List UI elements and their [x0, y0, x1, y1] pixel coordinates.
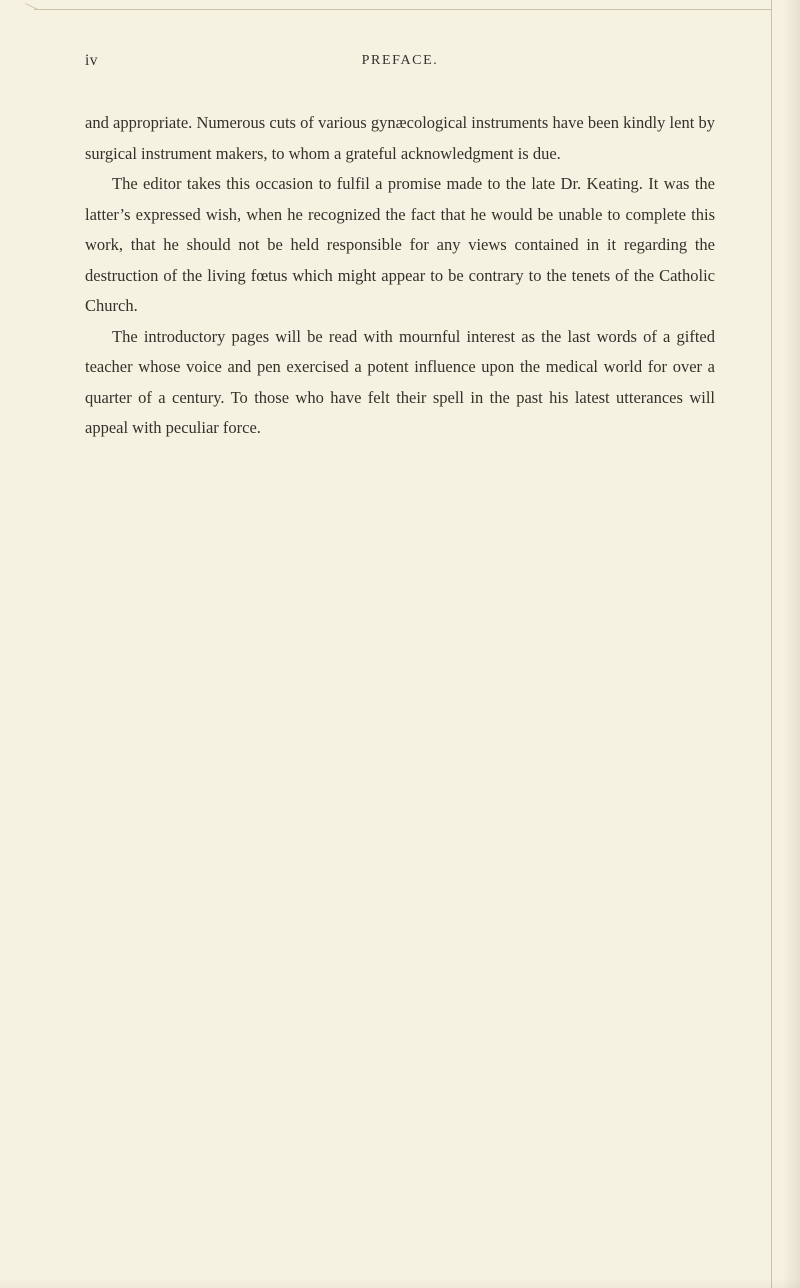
paragraph: The introductory pages will be read with mournful interest as the last words of a gifted teacher whose voice and pen exercised a potent influence upon the medical world for over a quarter of a century. To those who have felt their spell in the past his latest utterances will appeal with peculiar force.	[85, 326, 715, 438]
paragraph: The editor takes this occasion to fulfil a promise made to the late Dr. Keating. It was the latter’s expressed wish, when he recognized the fact that he would be unable to complete this work, that he should not be held responsible for any views contained in it regarding the destruction of the living fœtus which might appear to be contrary to the tenets of the Catholic Church.	[85, 174, 715, 316]
page-edge-top-corner	[25, 3, 38, 10]
page-edge-top-line	[34, 9, 772, 10]
body-text	[85, 108, 715, 444]
paragraph: and appropriate. Numerous cuts of various gynæcological instruments have been kindly lent by surgical instrument makers, to whom a grateful acknowledgment is due.	[85, 113, 715, 163]
page-header	[85, 50, 715, 76]
page-edge-shadow-bottom	[0, 1278, 800, 1288]
page-edge-shadow-right	[782, 0, 800, 1288]
page-edge-right-line	[771, 0, 772, 1288]
page-content	[85, 50, 715, 444]
running-header: PREFACE.	[361, 53, 439, 68]
page-number: iv	[85, 52, 99, 69]
